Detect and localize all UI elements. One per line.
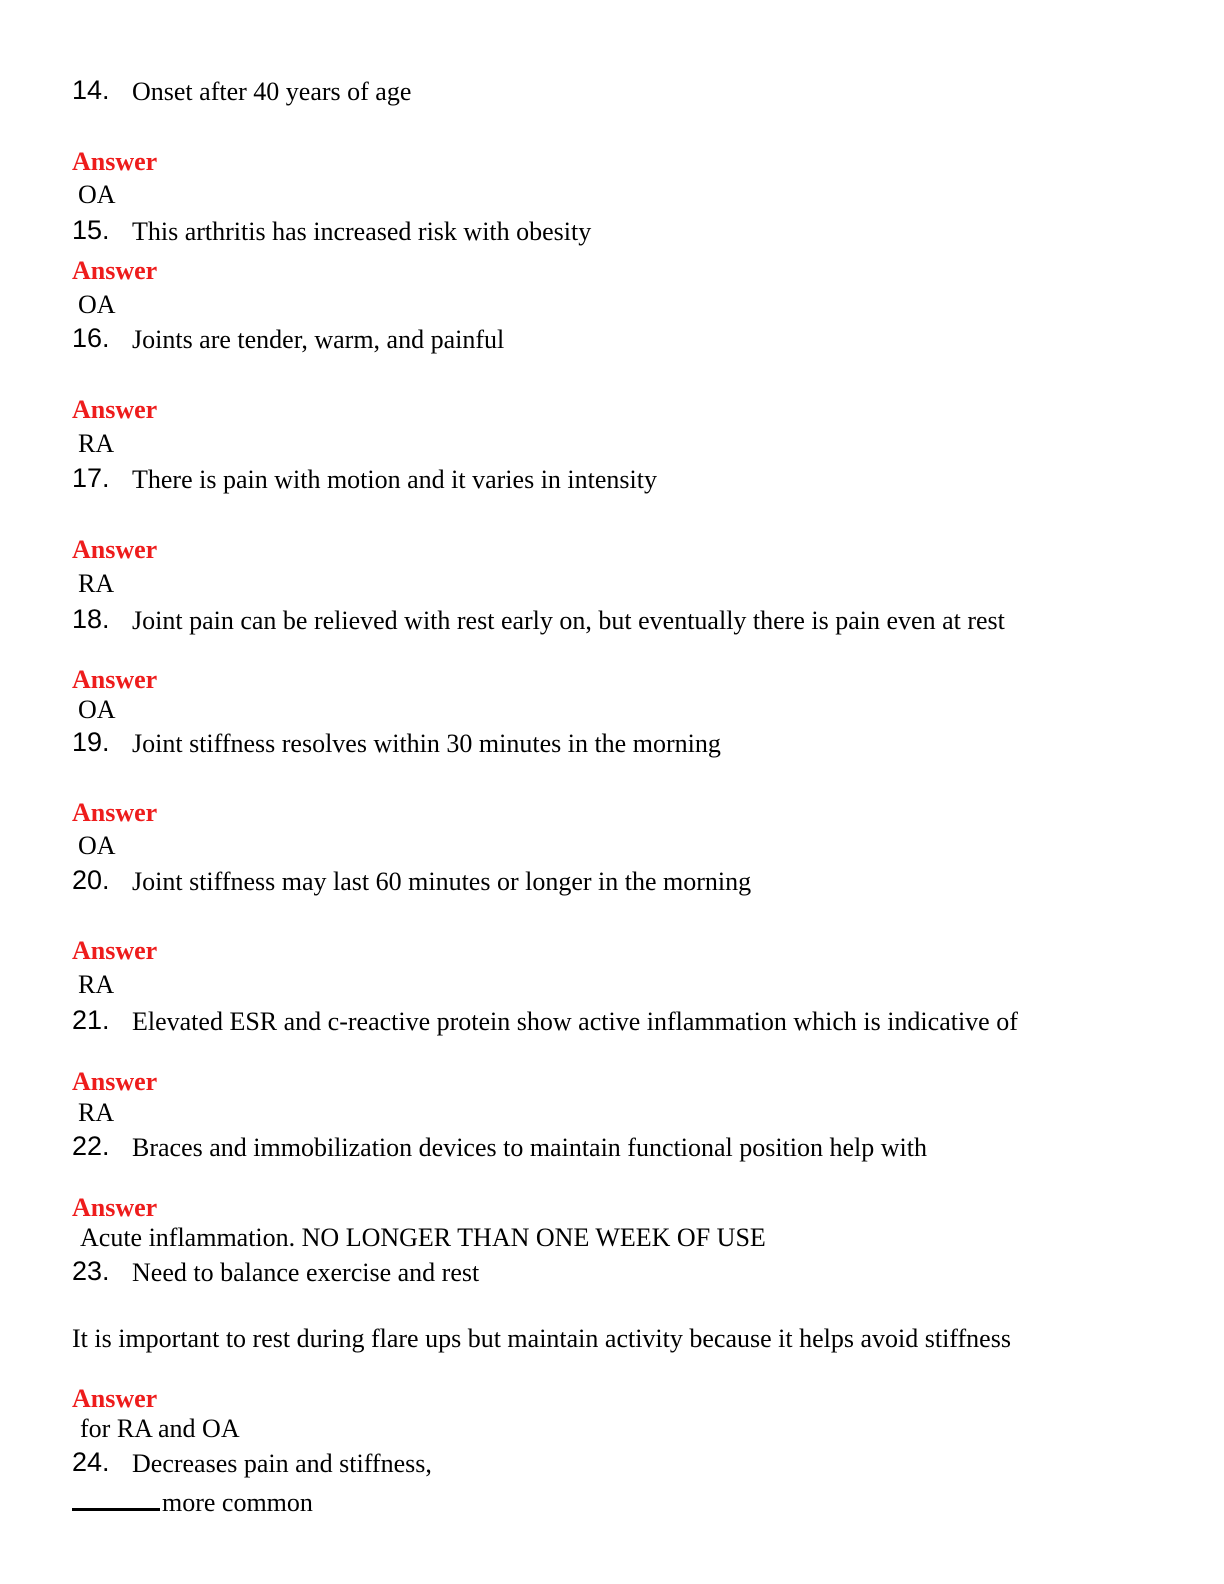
answer-label: Answer	[72, 256, 158, 285]
question-text: Elevated ESR and c-reactive protein show active inflammation which is indicative of	[132, 1007, 1018, 1036]
answer-text: OA	[78, 695, 116, 724]
fill-in-blank	[72, 1486, 160, 1511]
answer-label: Answer	[72, 535, 158, 564]
answer-label: Answer	[72, 147, 158, 176]
answer-text: OA	[78, 290, 116, 319]
question-text: This arthritis has increased risk with obesity	[132, 217, 592, 246]
question-number: 16.	[72, 323, 110, 353]
answer-text: for RA and OA	[80, 1414, 240, 1443]
answer-label: Answer	[72, 936, 158, 965]
answer-label: Answer	[72, 1067, 158, 1096]
question-text: Joint stiffness resolves within 30 minutes in the morning	[132, 729, 721, 758]
question-text: Joints are tender, warm, and painful	[132, 325, 505, 354]
answer-label: Answer	[72, 1193, 158, 1222]
answer-text: OA	[78, 831, 116, 860]
question-continuation-text: more common	[162, 1488, 313, 1517]
question-number: 14.	[72, 75, 110, 105]
question-number: 19.	[72, 727, 110, 757]
question-number: 23.	[72, 1256, 110, 1286]
answer-label: Answer	[72, 665, 158, 694]
question-text: Joint pain can be relieved with rest early on, but eventually there is pain even at rest	[132, 606, 1005, 635]
question-number: 21.	[72, 1005, 110, 1035]
question-text: There is pain with motion and it varies in intensity	[132, 465, 657, 494]
question-number: 18.	[72, 604, 110, 634]
question-number: 15.	[72, 215, 110, 245]
answer-text: Acute inflammation. NO LONGER THAN ONE WEEK OF USE	[80, 1223, 766, 1252]
question-text: Onset after 40 years of age	[132, 77, 412, 106]
question-continuation-line	[72, 1486, 313, 1516]
answer-text: OA	[78, 180, 116, 209]
question-number: 20.	[72, 865, 110, 895]
answer-label: Answer	[72, 1384, 158, 1413]
question-text: Braces and immobilization devices to maintain functional position help with	[132, 1133, 927, 1162]
question-text: Decreases pain and stiffness,	[132, 1449, 432, 1478]
question-number: 22.	[72, 1131, 110, 1161]
question-number: 24.	[72, 1447, 110, 1477]
answer-text: RA	[78, 429, 115, 458]
answer-text: RA	[78, 569, 115, 598]
question-text: Need to balance exercise and rest	[132, 1258, 480, 1287]
question-explanation: It is important to rest during flare ups but maintain activity because it helps avoid stiffness	[72, 1324, 1011, 1353]
answer-text: RA	[78, 1098, 115, 1127]
answer-label: Answer	[72, 395, 158, 424]
question-number: 17.	[72, 463, 110, 493]
answer-label: Answer	[72, 798, 158, 827]
answer-text: RA	[78, 970, 115, 999]
question-text: Joint stiffness may last 60 minutes or longer in the morning	[132, 867, 752, 896]
